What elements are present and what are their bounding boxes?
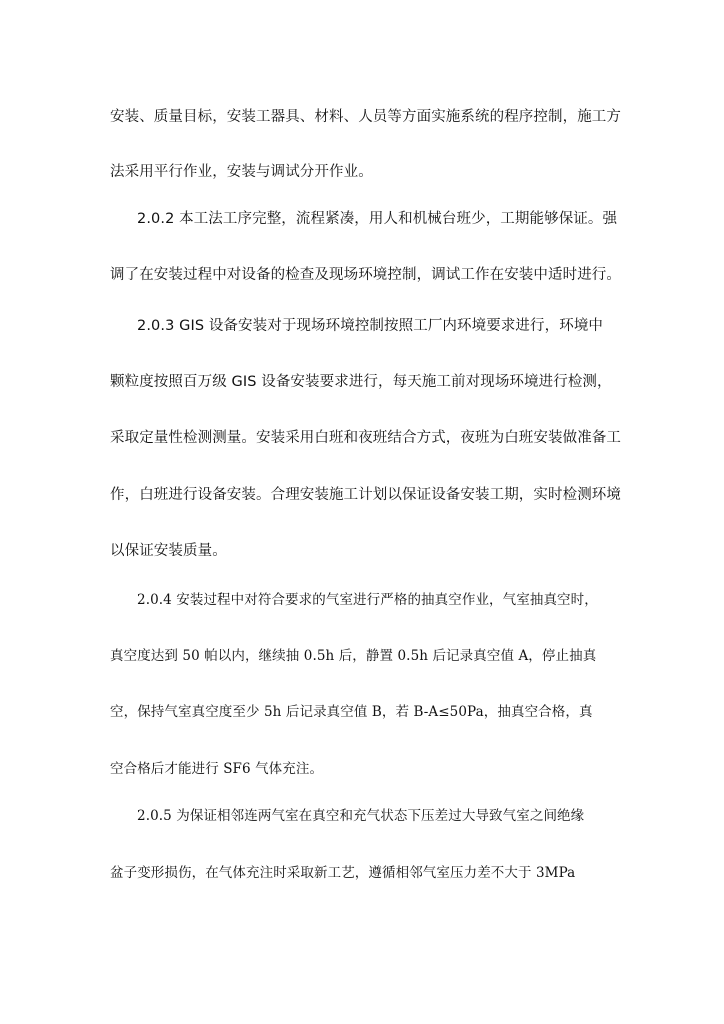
text-line: 2.0.4 安装过程中对符合要求的气室进行严格的抽真空作业，气室抽真空时， — [137, 592, 598, 608]
text-line: 空，保持气室真空度至少 5h 后记录真空值 B，若 B-A≤50Pa，抽真空合格，真 — [110, 704, 593, 720]
text-line: 2.0.5 为保证相邻连两气室在真空和充气状态下压差过大导致气室之间绝缘 — [137, 808, 585, 824]
text-line: 空合格后才能进行 SF6 气体充注。 — [110, 761, 324, 777]
text-line: 作，白班进行设备安装。合理安装施工计划以保证设备安装工期，实时检测环境 — [110, 487, 621, 503]
text-line: 2.0.2 本工法工序完整，流程紧凑，用人和机械台班少，工期能够保证。强 — [137, 211, 618, 227]
text-line: 采取定量性检测测量。安装采用白班和夜班结合方式，夜班为白班安装做准备工 — [110, 430, 621, 446]
text-line: 盆子变形损伤，在气体充注时采取新工艺，遵循相邻气室压力差不大于 3MPa — [110, 865, 576, 881]
text-line: 安装、质量目标，安装工器具、材料、人员等方面实施系统的程序控制，施工方 — [110, 109, 621, 125]
text-line: 法采用平行作业，安装与调试分开作业。 — [110, 164, 373, 180]
text-line: 颗粒度按照百万级 GIS 设备安装要求进行，每天施工前对现场环境进行检测， — [110, 374, 612, 390]
text-line: 调了在安装过程中对设备的检查及现场环境控制，调试工作在安装中适时进行。 — [110, 267, 621, 283]
text-line: 2.0.3 GIS 设备安装对于现场环境控制按照工厂内环境要求进行，环境中 — [137, 318, 604, 334]
text-line: 以保证安装质量。 — [110, 543, 227, 559]
text-line: 真空度达到 50 帕以内，继续抽 0.5h 后，静置 0.5h 后记录真空值 A，停止抽真 — [110, 648, 597, 664]
